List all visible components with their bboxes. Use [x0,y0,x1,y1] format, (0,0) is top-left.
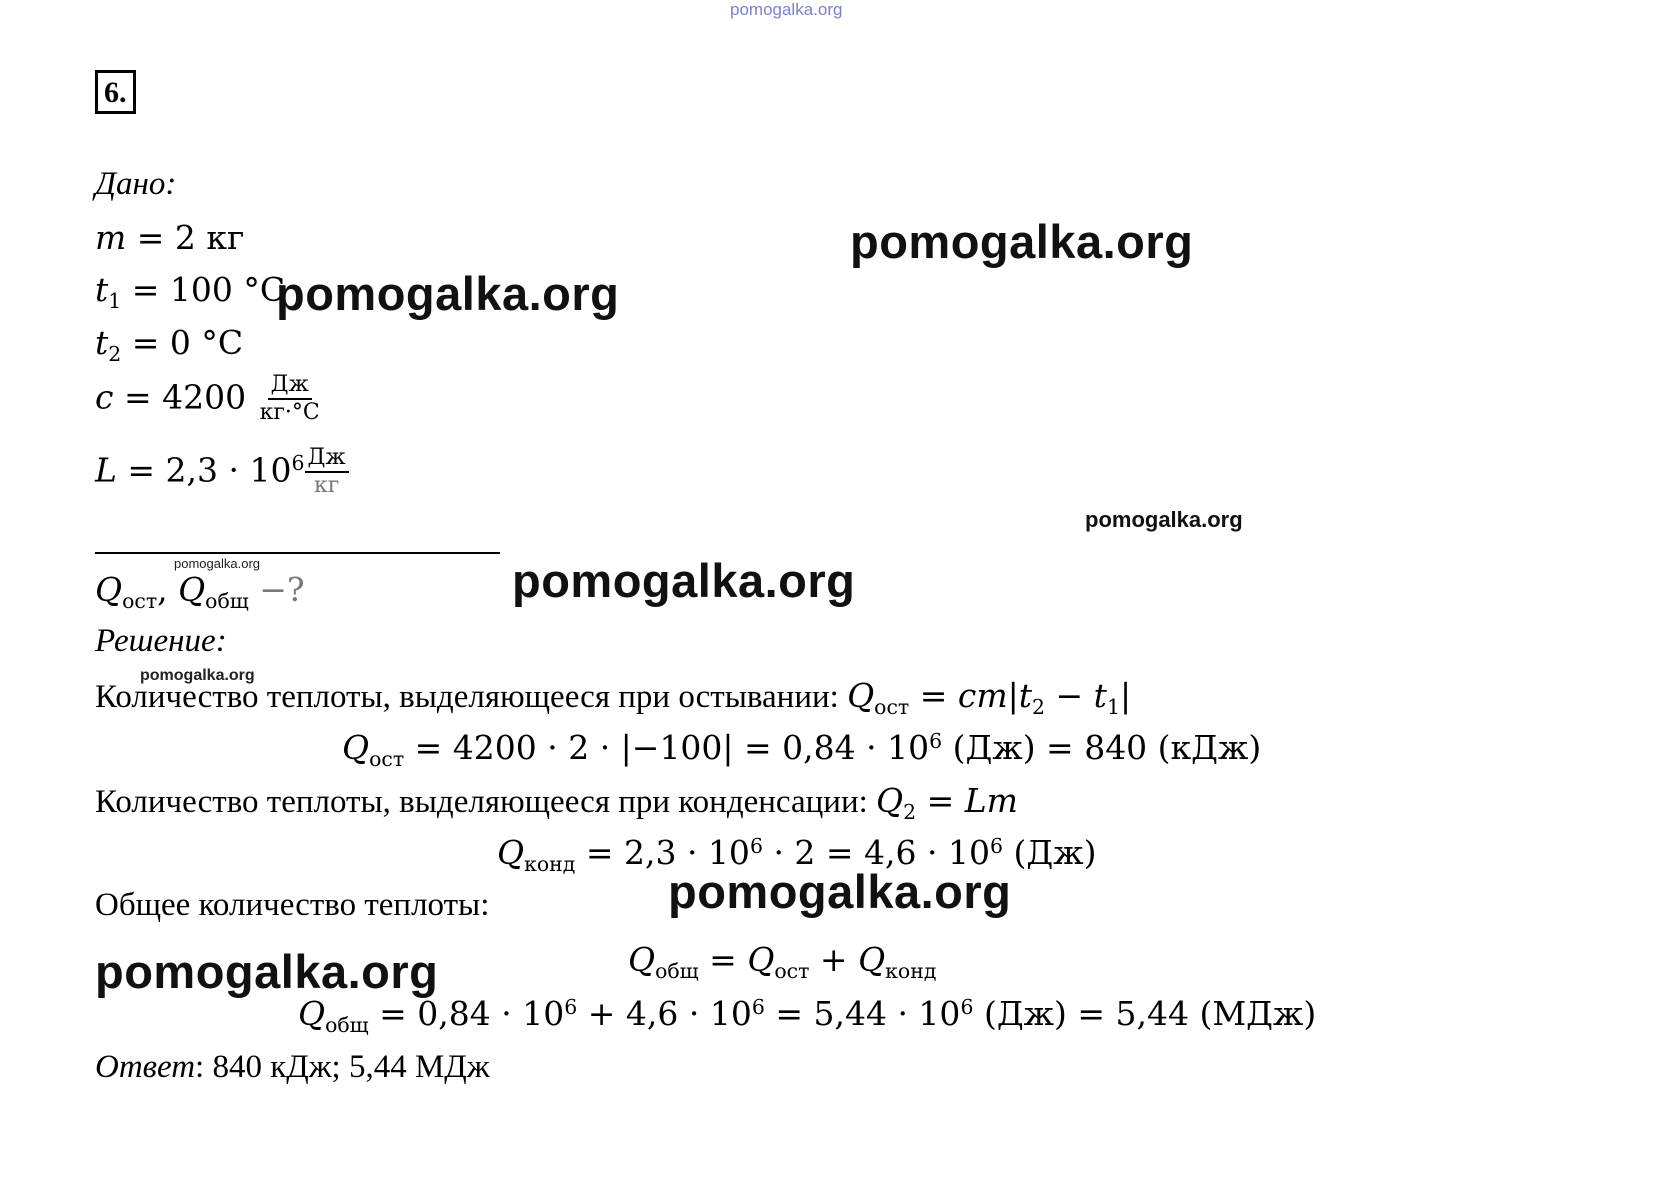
t1-sub: 1 [108,289,122,314]
watermark-3: pomogalka.org [1085,507,1243,532]
line4-tail: (Дж) [1003,833,1097,872]
find-question: −? [248,570,305,609]
line1-text: Количество теплоты, выделяющееся при остывании: [95,679,848,715]
line7-Q-sub: общ [325,1013,369,1038]
line1-formula [847,676,1132,720]
var-t2: t [95,323,109,362]
problem-number: 6. [95,70,136,114]
line6-Q2-sub: ост [774,959,810,984]
var-t1: t [95,270,109,309]
find-q2: Q [178,570,206,609]
line4-rhs: = 2,3 · 10 [575,833,750,872]
watermark-8: pomogalka.org [95,945,439,998]
solution-line-7 [298,994,1316,1037]
line4-mid: · 2 = 4,6 · 10 [762,833,990,872]
watermark-6: pomogalka.org [140,667,255,684]
line2-Q: Q [342,728,370,767]
line1-t2: t [1018,676,1033,715]
solution-line-2 [342,728,1261,771]
line3-text: Количество теплоты, выделяющееся при конденсации: [95,784,877,820]
given-c [95,372,323,427]
c-unit-num: Дж [268,372,312,400]
line6-Q: Q [628,940,656,979]
line2-exp: 6 [929,728,943,753]
watermark-4: pomogalka.org [174,556,260,571]
line2-Q-sub: ост [369,747,405,772]
answer-text: : 840 кДж; 5,44 МДж [195,1049,490,1085]
line4-exp1: 6 [749,833,763,858]
line6-Q3-sub: конд [885,959,937,984]
find-q1-sub: ост [122,589,158,614]
line1-abs-close: | [1119,676,1132,715]
line1-abs-open: | [1007,676,1019,715]
given-divider [95,552,500,554]
find-line [95,570,305,613]
given-title: Дано: [95,166,177,202]
watermark-2: pomogalka.org [276,267,620,320]
solution-line-5: Общее количество теплоты: [95,887,490,923]
solution-title: Решение: [95,623,227,659]
line4-Q: Q [497,833,525,872]
line7-exp1: 6 [564,994,578,1019]
L-unit-den: кг [313,473,340,499]
line2-tail: (Дж) = 840 (кДж) [942,728,1262,767]
line1-t1: t [1093,676,1107,715]
solution-line-3 [95,781,1018,824]
mass-value: = 2 кг [126,218,245,257]
t2-sub: 2 [108,342,122,367]
L-exp: 6 [291,451,305,476]
c-unit-fraction [257,372,323,427]
watermark-7: pomogalka.org [668,865,1012,918]
watermark-5: pomogalka.org [512,554,856,607]
line6-eq: = [698,940,748,979]
line6-Q3: Q [858,940,886,979]
L-unit-fraction [305,445,349,500]
find-q1: Q [95,570,123,609]
answer-line [95,1049,490,1086]
line7-exp3: 6 [960,994,974,1019]
var-c: c [95,377,114,417]
find-sep: , [157,570,179,609]
c-unit-den: кг·°C [259,400,320,426]
line2-rhs: = 4200 · 2 · |−100| = 0,84 · 10 [404,728,930,767]
line7-tail: (Дж) = 5,44 (МДж) [973,994,1317,1033]
line6-plus: + [809,940,859,979]
watermark-top: pomogalka.org [730,0,843,19]
L-value: = 2,3 · 10 [116,450,292,490]
line3-formula [876,781,1018,825]
line7-exp2: 6 [751,994,765,1019]
given-t1 [95,270,285,313]
solution-line-6 [628,940,936,983]
line1-Q: Q [847,676,875,715]
line1-t2-sub: 2 [1032,695,1046,720]
c-value: = 4200 [113,377,257,417]
line4-Q-sub: конд [524,852,576,877]
t1-value: = 100 °C [121,270,286,309]
given-t2 [95,323,243,366]
line1-minus: − [1045,676,1094,715]
line7-mid2: = 5,44 · 10 [764,994,961,1033]
answer-label: Ответ [95,1049,196,1085]
find-q2-sub: общ [205,589,249,614]
line7-rhs: = 0,84 · 10 [368,994,565,1033]
var-m: m [95,218,127,257]
line4-exp2: 6 [990,833,1004,858]
line7-mid1: + 4,6 · 10 [577,994,752,1033]
line1-t1-sub: 1 [1106,695,1120,720]
line3-Q: Q [876,781,904,820]
line3-eq: = [916,781,965,820]
line1-cm: cm [957,676,1008,715]
var-L: L [95,450,117,490]
line1-Q-sub: ост [874,695,910,720]
line3-Lm: Lm [964,781,1018,820]
line3-Q-sub: 2 [903,800,917,825]
given-L [95,445,349,500]
line6-Q-sub: общ [655,959,699,984]
line6-Q2: Q [747,940,775,979]
given-mass [95,218,244,257]
L-unit-num: Дж [305,445,349,473]
t2-value: = 0 °C [121,323,244,362]
line1-eq: = [909,676,958,715]
watermark-1: pomogalka.org [850,215,1194,268]
line7-Q: Q [298,994,326,1033]
